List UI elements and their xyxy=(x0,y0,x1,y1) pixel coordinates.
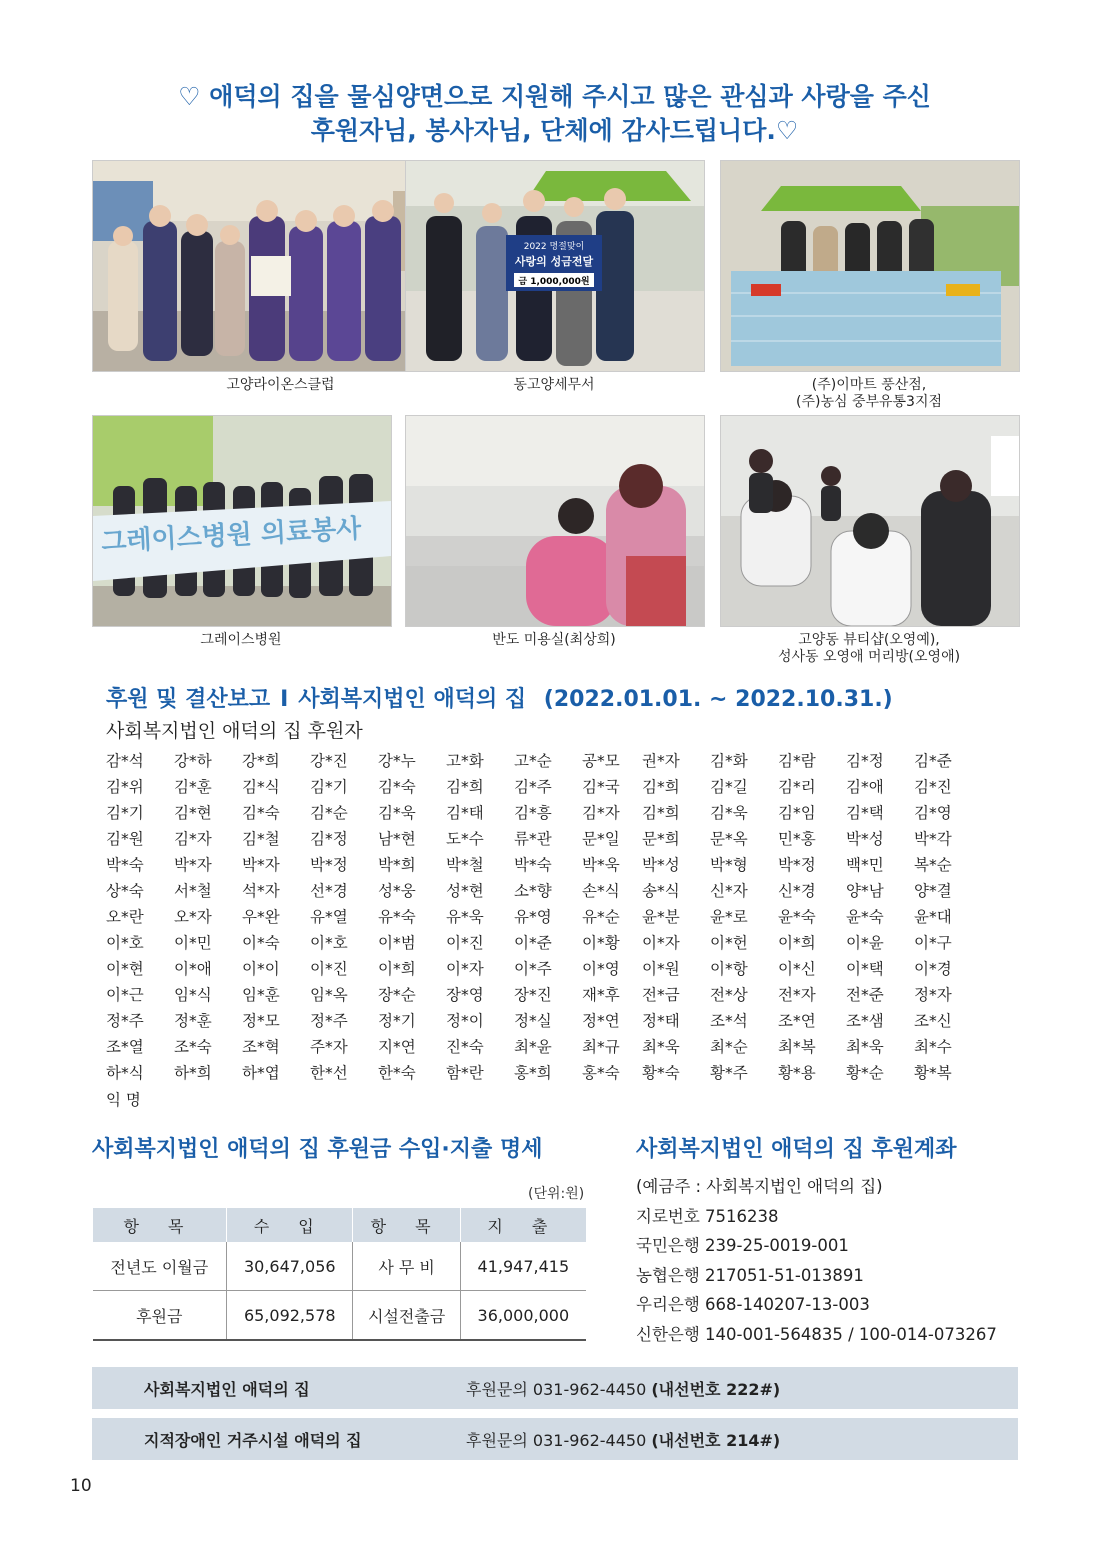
donor-name: 이*택 xyxy=(846,960,884,978)
donor-name: 김*희 xyxy=(642,778,680,796)
donor-name: 김*준 xyxy=(914,752,952,770)
donor-name: 이*영 xyxy=(582,960,620,978)
caption-beauty-shop xyxy=(720,632,1018,666)
donor-row xyxy=(106,1034,986,1060)
donor-name: 신*경 xyxy=(778,882,816,900)
donor-name: 임*식 xyxy=(174,986,212,1004)
donor-name: 이*범 xyxy=(378,934,416,952)
donor-name: 류*관 xyxy=(514,830,552,848)
donor-row xyxy=(106,982,986,1008)
donor-name: 감*석 xyxy=(106,752,144,770)
account-line: 농협은행 217051-51-013891 xyxy=(636,1265,864,1285)
donor-name: 강*하 xyxy=(174,752,212,770)
donor-name: 이*구 xyxy=(914,934,952,952)
donor-name: 남*현 xyxy=(378,830,416,848)
donor-name: 박*성 xyxy=(642,856,680,874)
donor-row xyxy=(106,956,986,982)
donor-name: 한*숙 xyxy=(378,1064,416,1082)
donor-name: 이*윤 xyxy=(846,934,884,952)
table-row xyxy=(93,1242,587,1291)
donor-name: 장*순 xyxy=(378,986,416,1004)
donor-anonymous: 익 명 xyxy=(106,1091,141,1109)
account-line: 지로번호 7516238 xyxy=(636,1206,779,1226)
caption-emart-line-1: (주)이마트 풍산점, xyxy=(811,377,927,393)
donor-name: 서*철 xyxy=(174,882,212,900)
account-line: (예금주 : 사회복지법인 애덕의 집) xyxy=(636,1177,883,1196)
header-line-1: ♡ 애덕의 집을 물심양면으로 지원해 주시고 많은 관심과 사랑을 주신 xyxy=(178,82,931,111)
donor-name: 김*주 xyxy=(514,778,552,796)
donor-name: 김*애 xyxy=(846,778,884,796)
contact-name: 사회복지법인 애덕의 집 xyxy=(144,1380,310,1399)
donor-name: 김*정 xyxy=(310,830,348,848)
donor-name: 김*숙 xyxy=(378,778,416,796)
donor-name: 박*숙 xyxy=(106,856,144,874)
donor-name: 박*각 xyxy=(914,830,952,848)
contact-ext: (내선번호 214#) xyxy=(651,1431,781,1450)
caption-grace-hospital: 그레이스병원 xyxy=(200,632,282,648)
donor-name: 이*호 xyxy=(310,934,348,952)
donor-name: 공*모 xyxy=(582,752,620,770)
finance-title: 사회복지법인 애덕의 집 후원금 수입·지출 명세 xyxy=(92,1137,543,1162)
donor-name: 손*식 xyxy=(582,882,620,900)
photo-emart xyxy=(720,160,1020,372)
finance-header-item-income: 항 목 xyxy=(93,1208,227,1242)
finance-cell: 30,647,056 xyxy=(227,1242,353,1291)
donor-name: 도*수 xyxy=(446,830,484,848)
donor-name: 황*복 xyxy=(914,1064,952,1082)
donor-name: 이*애 xyxy=(174,960,212,978)
donor-name: 조*혁 xyxy=(242,1038,280,1056)
donor-name: 한*선 xyxy=(310,1064,348,1082)
donor-name: 이*숙 xyxy=(242,934,280,952)
donor-list xyxy=(106,748,986,1086)
contact-phone-line xyxy=(466,1428,780,1451)
donor-name: 박*숙 xyxy=(514,856,552,874)
donor-name: 이*근 xyxy=(106,986,144,1004)
donor-name: 정*기 xyxy=(378,1012,416,1030)
donor-name: 우*완 xyxy=(242,908,280,926)
donor-name: 정*훈 xyxy=(174,1012,212,1030)
sign-amount: 금 1,000,000원 xyxy=(518,277,590,287)
finance-cell: 36,000,000 xyxy=(460,1291,586,1341)
donor-name: 김*흥 xyxy=(514,804,552,822)
donor-name: 김*화 xyxy=(710,752,748,770)
donor-name: 황*숙 xyxy=(642,1064,680,1082)
accounts-list xyxy=(636,1172,997,1349)
donor-name: 정*주 xyxy=(310,1012,348,1030)
donor-name: 김*자 xyxy=(582,804,620,822)
contact-phone-line xyxy=(466,1377,780,1400)
donor-name: 이*황 xyxy=(582,934,620,952)
finance-cell: 사 무 비 xyxy=(353,1242,460,1291)
grace-banner-text: 그레이스병원 의료봉사 xyxy=(100,513,362,558)
donor-name: 홍*숙 xyxy=(582,1064,620,1082)
contact-ext: (내선번호 222#) xyxy=(651,1380,781,1399)
donor-row xyxy=(106,878,986,904)
donor-row xyxy=(106,800,986,826)
account-line: 국민은행 239-25-0019-001 xyxy=(636,1236,849,1255)
finance-unit: (단위:원) xyxy=(528,1186,585,1202)
caption-lions-club: 고양라이온스클럽 xyxy=(226,377,335,393)
report-title-a: 후원 및 결산보고 xyxy=(106,687,271,712)
donor-name: 이*호 xyxy=(106,934,144,952)
donor-name: 홍*희 xyxy=(514,1064,552,1082)
donor-name: 박*형 xyxy=(710,856,748,874)
photo-tax-office xyxy=(405,160,705,372)
donor-name: 오*자 xyxy=(174,908,212,926)
donor-name: 이*신 xyxy=(778,960,816,978)
finance-cell: 41,947,415 xyxy=(460,1242,586,1291)
donor-name: 최*수 xyxy=(914,1038,952,1056)
donor-name: 전*준 xyxy=(846,986,884,1004)
caption-beauty-line-2: 성사동 오영애 머리방(오영애) xyxy=(777,649,961,665)
table-row xyxy=(93,1291,587,1341)
finance-header-income: 수 입 xyxy=(227,1208,353,1242)
donor-name: 최*욱 xyxy=(642,1038,680,1056)
donor-name: 김*진 xyxy=(914,778,952,796)
donor-name: 송*식 xyxy=(642,882,680,900)
donor-name: 김*희 xyxy=(446,778,484,796)
donor-name: 정*연 xyxy=(582,1012,620,1030)
finance-cell: 시설전출금 xyxy=(353,1291,460,1341)
donor-row xyxy=(106,930,986,956)
donor-name: 석*자 xyxy=(242,882,280,900)
donor-name: 정*모 xyxy=(242,1012,280,1030)
donor-name: 박*자 xyxy=(242,856,280,874)
donor-row xyxy=(106,904,986,930)
donor-name: 유*순 xyxy=(582,908,620,926)
donor-name: 조*연 xyxy=(778,1012,816,1030)
donor-name: 하*식 xyxy=(106,1064,144,1082)
donor-name: 상*숙 xyxy=(106,882,144,900)
donor-name: 양*결 xyxy=(914,882,952,900)
header-line-2: 후원자님, 봉사자님, 단체에 감사드립니다.♡ xyxy=(310,116,799,145)
donor-name: 김*영 xyxy=(914,804,952,822)
contact-name: 지적장애인 거주시설 애덕의 집 xyxy=(144,1431,362,1450)
donor-name: 최*윤 xyxy=(514,1038,552,1056)
donor-name: 윤*대 xyxy=(914,908,952,926)
photo-beauty-shop-illustration xyxy=(721,416,1019,626)
finance-header-expense: 지 출 xyxy=(460,1208,586,1242)
donor-name: 정*실 xyxy=(514,1012,552,1030)
donor-name: 김*순 xyxy=(310,804,348,822)
donor-name: 김*위 xyxy=(106,778,144,796)
donor-name: 유*영 xyxy=(514,908,552,926)
donor-name: 김*철 xyxy=(242,830,280,848)
donor-name: 정*주 xyxy=(106,1012,144,1030)
caption-emart-line-2: (주)농심 중부유통3지점 xyxy=(796,394,942,410)
donor-name: 문*옥 xyxy=(710,830,748,848)
donor-name: 김*임 xyxy=(778,804,816,822)
donor-name: 복*순 xyxy=(914,856,952,874)
contact-bar-facility xyxy=(92,1418,1018,1460)
donor-name: 김*택 xyxy=(846,804,884,822)
contact-bar-corporation xyxy=(92,1367,1018,1409)
donor-name: 박*자 xyxy=(174,856,212,874)
accounts-title: 사회복지법인 애덕의 집 후원계좌 xyxy=(636,1137,957,1162)
donor-name: 성*웅 xyxy=(378,882,416,900)
caption-emart xyxy=(720,377,1018,411)
donor-name: 최*욱 xyxy=(846,1038,884,1056)
donor-name: 김*욱 xyxy=(710,804,748,822)
donor-name: 박*정 xyxy=(310,856,348,874)
donor-name: 박*희 xyxy=(378,856,416,874)
donor-name: 김*길 xyxy=(710,778,748,796)
donor-name: 박*정 xyxy=(778,856,816,874)
photo-beauty-shop xyxy=(720,415,1020,627)
finance-header-item-expense: 항 목 xyxy=(353,1208,460,1242)
donor-name: 김*훈 xyxy=(174,778,212,796)
donor-name: 정*이 xyxy=(446,1012,484,1030)
donor-name: 박*철 xyxy=(446,856,484,874)
sign-main: 사랑의 성금전달 xyxy=(514,255,594,268)
donor-name: 김*국 xyxy=(582,778,620,796)
donor-name: 황*순 xyxy=(846,1064,884,1082)
donor-row xyxy=(106,1060,986,1086)
donor-name: 조*숙 xyxy=(174,1038,212,1056)
donor-name: 김*기 xyxy=(310,778,348,796)
donor-name: 김*숙 xyxy=(242,804,280,822)
donor-name: 오*란 xyxy=(106,908,144,926)
donor-name: 백*민 xyxy=(846,856,884,874)
donor-name: 윤*분 xyxy=(642,908,680,926)
donor-name: 권*자 xyxy=(642,752,680,770)
finance-table xyxy=(92,1208,586,1341)
donor-name: 이*원 xyxy=(642,960,680,978)
donor-name: 민*홍 xyxy=(778,830,816,848)
donor-name: 함*란 xyxy=(446,1064,484,1082)
donor-row xyxy=(106,748,986,774)
donor-name: 신*자 xyxy=(710,882,748,900)
donor-name: 이*주 xyxy=(514,960,552,978)
donor-name: 문*일 xyxy=(582,830,620,848)
donor-name: 이*희 xyxy=(778,934,816,952)
donor-row xyxy=(106,826,986,852)
donor-name: 김*식 xyxy=(242,778,280,796)
donor-name: 황*주 xyxy=(710,1064,748,1082)
donor-name: 이*진 xyxy=(310,960,348,978)
caption-tax-office: 동고양세무서 xyxy=(513,377,595,393)
donor-name: 양*남 xyxy=(846,882,884,900)
donor-name: 김*원 xyxy=(106,830,144,848)
report-title-b: 사회복지법인 애덕의 집 xyxy=(298,687,527,712)
finance-cell: 65,092,578 xyxy=(227,1291,353,1341)
donor-row xyxy=(106,1008,986,1034)
donor-name: 장*진 xyxy=(514,986,552,1004)
sign-top: 2022 명절맞이 xyxy=(523,242,585,252)
donor-name: 김*리 xyxy=(778,778,816,796)
donor-name: 이*항 xyxy=(710,960,748,978)
donor-name: 정*태 xyxy=(642,1012,680,1030)
donor-name: 이*자 xyxy=(446,960,484,978)
donor-row xyxy=(106,774,986,800)
donor-name: 이*희 xyxy=(378,960,416,978)
donor-name: 고*순 xyxy=(514,752,552,770)
donor-name: 고*화 xyxy=(446,752,484,770)
photo-grace-hospital xyxy=(92,415,392,627)
contact-phone: 후원문의 031-962-4450 xyxy=(466,1431,647,1450)
donor-heading: 사회복지법인 애덕의 집 후원자 xyxy=(106,720,363,742)
account-line: 우리은행 668-140207-13-003 xyxy=(636,1295,870,1314)
donor-name: 김*희 xyxy=(642,804,680,822)
donor-name: 강*누 xyxy=(378,752,416,770)
donor-name: 유*욱 xyxy=(446,908,484,926)
donor-name: 소*향 xyxy=(514,882,552,900)
donor-name: 김*정 xyxy=(846,752,884,770)
donor-name: 김*태 xyxy=(446,804,484,822)
donor-name: 김*람 xyxy=(778,752,816,770)
donor-name: 김*자 xyxy=(174,830,212,848)
donor-name: 문*희 xyxy=(642,830,680,848)
caption-bando-salon: 반도 미용실(최상희) xyxy=(492,632,616,648)
donor-name: 하*희 xyxy=(174,1064,212,1082)
donor-name: 조*신 xyxy=(914,1012,952,1030)
header xyxy=(0,80,1109,148)
report-period: (2022.01.01. ~ 2022.10.31.) xyxy=(543,687,893,712)
caption-beauty-line-1: 고양동 뷰티샵(오영예), xyxy=(798,632,940,648)
donor-name: 전*상 xyxy=(710,986,748,1004)
donor-name: 유*숙 xyxy=(378,908,416,926)
donor-name: 하*엽 xyxy=(242,1064,280,1082)
donor-name: 조*샘 xyxy=(846,1012,884,1030)
report-title-separator: I xyxy=(280,687,289,712)
finance-header-row xyxy=(93,1208,587,1242)
donor-name: 전*금 xyxy=(642,986,680,1004)
donor-name: 이*자 xyxy=(642,934,680,952)
page-number: 10 xyxy=(70,1476,92,1496)
donor-name: 이*이 xyxy=(242,960,280,978)
photo-bando-salon xyxy=(405,415,705,627)
finance-cell: 후원금 xyxy=(93,1291,227,1341)
donor-name: 지*연 xyxy=(378,1038,416,1056)
donor-name: 유*열 xyxy=(310,908,348,926)
donor-name: 장*영 xyxy=(446,986,484,1004)
donor-name: 김*기 xyxy=(106,804,144,822)
donor-name: 김*욱 xyxy=(378,804,416,822)
donor-name: 조*열 xyxy=(106,1038,144,1056)
donor-name: 진*숙 xyxy=(446,1038,484,1056)
donor-name: 성*현 xyxy=(446,882,484,900)
donor-name: 윤*로 xyxy=(710,908,748,926)
donor-name: 이*준 xyxy=(514,934,552,952)
donor-name: 황*용 xyxy=(778,1064,816,1082)
donor-name: 이*민 xyxy=(174,934,212,952)
donor-name: 강*희 xyxy=(242,752,280,770)
donor-name: 선*경 xyxy=(310,882,348,900)
donor-row xyxy=(106,852,986,878)
donor-name: 이*헌 xyxy=(710,934,748,952)
finance-cell: 전년도 이월금 xyxy=(93,1242,227,1291)
donor-name: 정*자 xyxy=(914,986,952,1004)
report-title xyxy=(106,682,893,713)
donor-name: 재*후 xyxy=(582,986,620,1004)
donor-name: 윤*숙 xyxy=(778,908,816,926)
donor-name: 강*진 xyxy=(310,752,348,770)
photo-emart-illustration xyxy=(721,161,1019,371)
contact-phone: 후원문의 031-962-4450 xyxy=(466,1380,647,1399)
donor-name: 최*복 xyxy=(778,1038,816,1056)
donor-name: 이*진 xyxy=(446,934,484,952)
account-line: 신한은행 140-001-564835 / 100-014-073267 xyxy=(636,1324,997,1344)
donor-name: 김*현 xyxy=(174,804,212,822)
donor-name: 박*욱 xyxy=(582,856,620,874)
donor-name: 임*훈 xyxy=(242,986,280,1004)
donor-name: 이*경 xyxy=(914,960,952,978)
donor-name: 박*성 xyxy=(846,830,884,848)
donor-name: 전*자 xyxy=(778,986,816,1004)
donor-name: 최*순 xyxy=(710,1038,748,1056)
photo-bando-salon-illustration xyxy=(406,416,704,626)
donor-name: 최*규 xyxy=(582,1038,620,1056)
donor-name: 임*옥 xyxy=(310,986,348,1004)
donor-name: 조*석 xyxy=(710,1012,748,1030)
donor-name: 이*현 xyxy=(106,960,144,978)
donor-name: 주*자 xyxy=(310,1038,348,1056)
donor-name: 윤*숙 xyxy=(846,908,884,926)
